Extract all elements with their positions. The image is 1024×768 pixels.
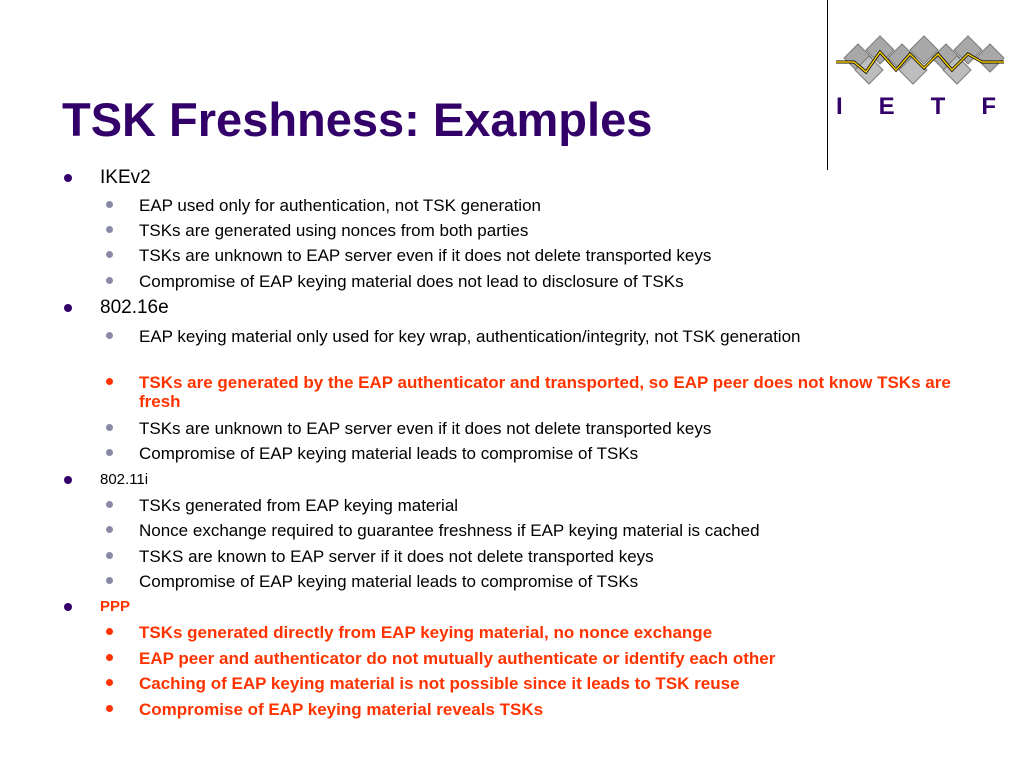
bullet-802-16e [100, 297, 169, 319]
bullet-dot-icon [106, 277, 113, 284]
ietf-wordmark [836, 93, 996, 121]
bullet-dot-icon [106, 424, 113, 431]
sub-bullet-text: EAP peer and authenticator do not mutually authenticate or identify each other [139, 649, 776, 668]
bullet-dot-icon [106, 552, 113, 559]
logo-letter: E [878, 93, 895, 120]
bullet-dot-icon [106, 577, 113, 584]
bullet-heading: 802.16e [100, 297, 169, 318]
bullet-dot-icon [106, 679, 113, 686]
sub-bullet-text: Compromise of EAP keying material does not lead to disclosure of TSKs [139, 272, 684, 291]
slide-title: TSK Freshness: Examples [62, 93, 653, 146]
sub-bullet-text: Compromise of EAP keying material leads to compromise of TSKs [139, 444, 639, 463]
sub-bullet-highlight [139, 700, 979, 719]
bullet-dot-icon [106, 526, 113, 533]
bullet-dot-icon [64, 304, 72, 312]
bullet-ppp [100, 598, 130, 615]
sub-bullet-text: TSKs are unknown to EAP server even if it does not delete transported keys [139, 246, 712, 265]
sub-bullet-text: EAP keying material only used for key wrap, authentication/integrity, not TSK generation [139, 327, 801, 346]
bullet-dot-icon [106, 226, 113, 233]
sub-bullet-text: TSKS are known to EAP server if it does not delete transported keys [139, 547, 654, 566]
bullet-ikev2 [100, 167, 151, 189]
sub-bullet [139, 496, 979, 515]
bullet-dot-icon [106, 332, 113, 339]
sub-bullet [139, 521, 979, 540]
sub-bullet-text: Caching of EAP keying material is not possible since it leads to TSK reuse [139, 674, 740, 693]
sub-bullet [139, 272, 979, 291]
bullet-dot-icon [64, 603, 72, 611]
sub-bullet-text: TSKs generated directly from EAP keying material, no nonce exchange [139, 623, 713, 642]
sub-bullet-text: TSKs are generated by the EAP authenticator and transported, so EAP peer does not know TSKs are fresh [139, 373, 951, 411]
sub-bullet-highlight [139, 373, 979, 411]
sub-bullet-text: TSKs are generated using nonces from both parties [139, 221, 529, 240]
bullet-dot-icon [106, 201, 113, 208]
sub-bullet [139, 572, 979, 591]
bullet-802-11i [100, 471, 148, 488]
bullet-dot-icon [106, 654, 113, 661]
sub-bullet [139, 547, 979, 566]
sub-bullet-highlight [139, 623, 979, 642]
sub-bullet-text: TSKs generated from EAP keying material [139, 496, 459, 515]
bullet-dot-icon [106, 378, 113, 385]
bullet-heading: IKEv2 [100, 167, 151, 188]
bullet-heading: 802.11i [100, 471, 149, 488]
sub-bullet [139, 246, 979, 265]
bullet-dot-icon [106, 628, 113, 635]
sub-bullet-highlight [139, 649, 979, 668]
logo-divider [827, 0, 828, 170]
logo-letter: F [981, 93, 996, 120]
bullet-dot-icon [64, 476, 72, 484]
sub-bullet-text: TSKs are unknown to EAP server even if it does not delete transported keys [139, 419, 712, 438]
bullet-dot-icon [64, 174, 72, 182]
sub-bullet [139, 419, 979, 438]
sub-bullet [139, 327, 899, 346]
sub-bullet-text: Nonce exchange required to guarantee freshness if EAP keying material is cached [139, 521, 760, 540]
sub-bullet-text: EAP used only for authentication, not TSK generation [139, 196, 541, 215]
bullet-heading: PPP [100, 598, 131, 615]
bullet-dot-icon [106, 705, 113, 712]
sub-bullet [139, 196, 979, 215]
sub-bullet-highlight [139, 674, 979, 693]
bullet-dot-icon [106, 501, 113, 508]
sub-bullet-text: Compromise of EAP keying material reveals TSKs [139, 700, 544, 719]
bullet-dot-icon [106, 449, 113, 456]
bullet-dot-icon [106, 251, 113, 258]
sub-bullet [139, 444, 979, 463]
logo-letter: T [930, 93, 946, 120]
sub-bullet [139, 221, 979, 240]
logo-letter: I [836, 93, 843, 120]
sub-bullet-text: Compromise of EAP keying material leads to compromise of TSKs [139, 572, 639, 591]
